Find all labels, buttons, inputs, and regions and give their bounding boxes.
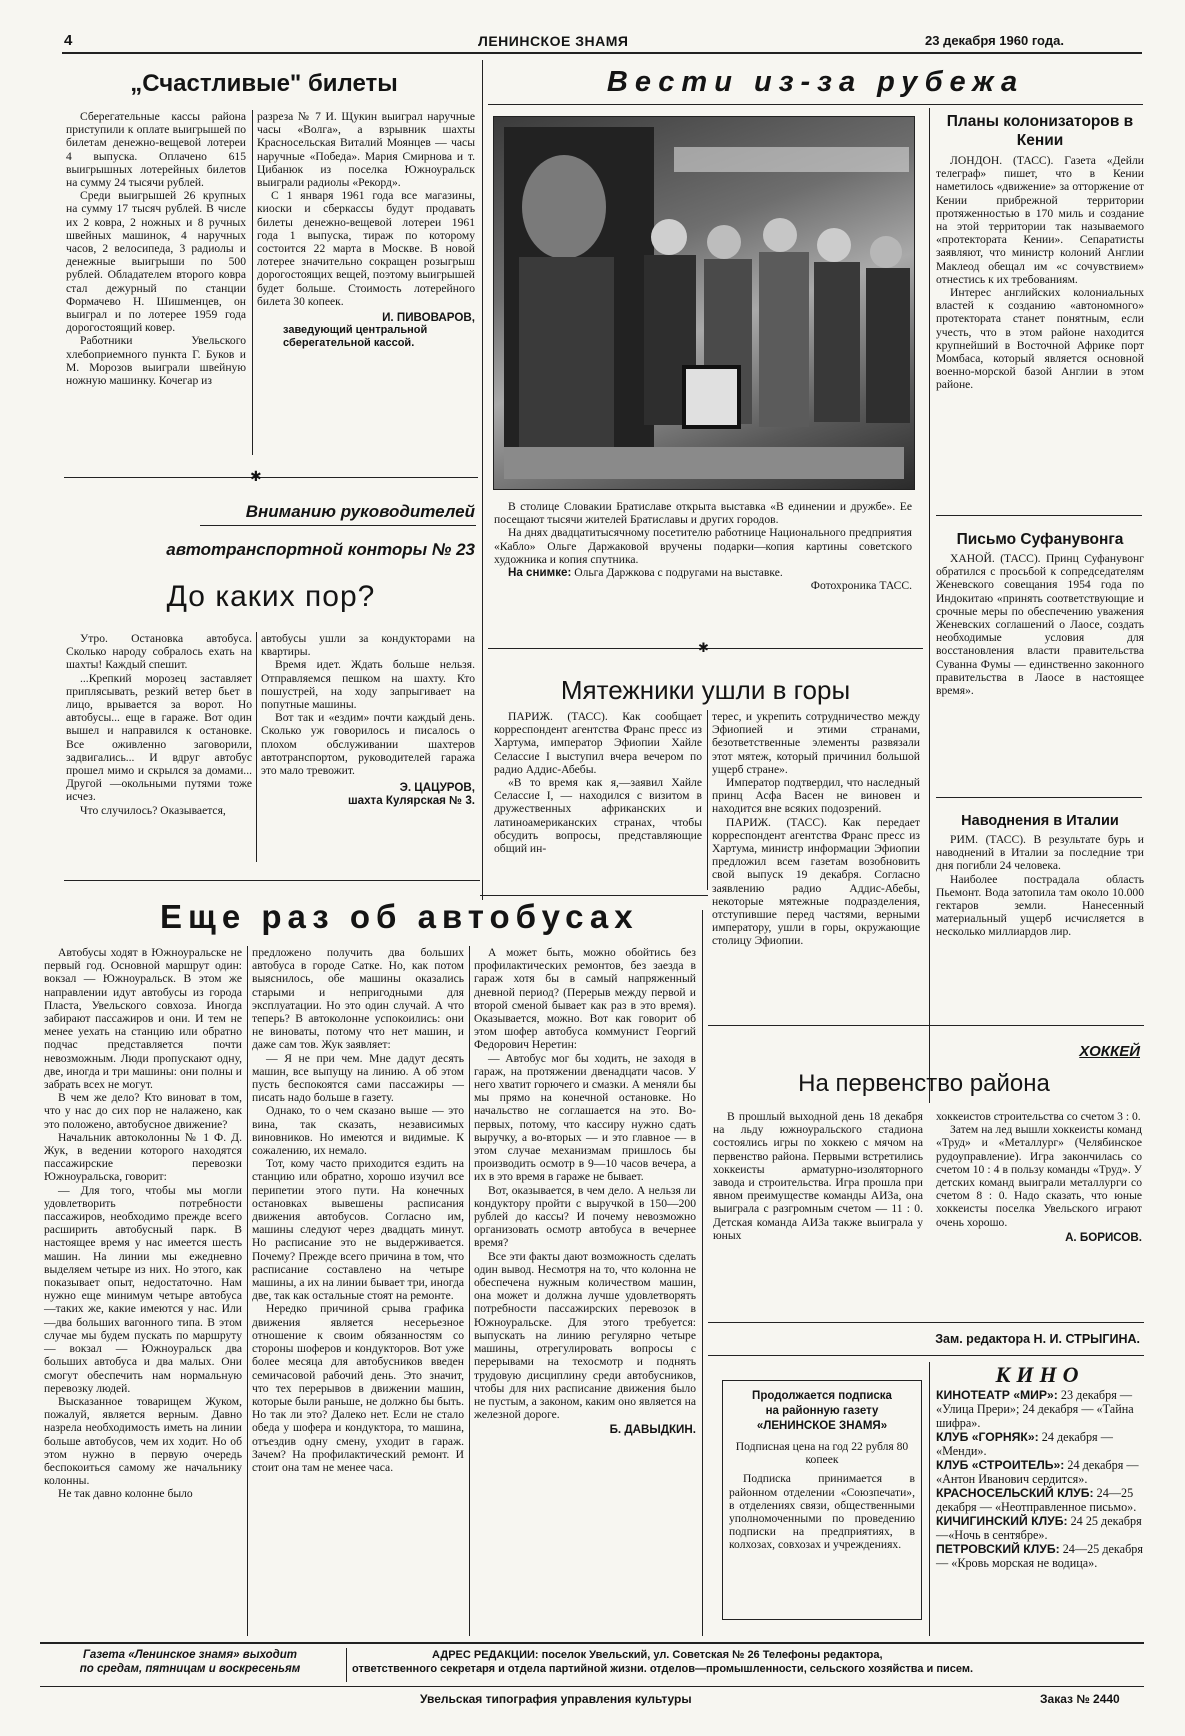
photo-caption	[494, 500, 912, 592]
paragraph: Интерес английских колониальных властей к созданию «автономного» протектората станет понятным, если учесть, что в этом районе находится крупнейший в Восточной Африке порт Момбаса, который является основной военно-морской базой Англии в этом районе.	[936, 286, 1144, 392]
hockey-col-2	[936, 1110, 1142, 1244]
subscription-line: «ЛЕНИНСКОЕ ЗНАМЯ»	[756, 1420, 888, 1432]
page-number: 4	[64, 32, 73, 49]
kino-text: 24—25 декабря — «Кровь морская не водица».	[936, 1542, 1143, 1570]
column-rule	[929, 1362, 930, 1636]
section-rule	[936, 797, 1142, 798]
bus1-col-1	[66, 632, 252, 817]
kino-text: 24 25 декабря—«Ночь в сентябре».	[936, 1514, 1142, 1542]
kino-title: КИНО	[995, 1362, 1085, 1387]
paragraph: Император подтвердил, что наследный принц Асфа Васен не виновен и находится вне всяких подозрений.	[712, 776, 920, 816]
lottery-title: „Счастливые" билеты	[130, 70, 398, 97]
paragraph: ПАРИЖ. (ТАСС). Как передает корреспондент агентства Франс пресс из Хартума, министр информации Эфиопии предложил всем газетам возобновить свой выпуск 19 декабря. Согласно заявлению радио Аддис-Абебы, некоторые мятежные подразделения, отступившие перед частями, верными императору, ушли в горы, окружающие столицу Эфиопии.	[712, 815, 920, 948]
paragraph: Среди выигрышей 26 крупных на сумму 17 тысяч рублей. В числе их 2 ковра, 2 ножных и 8 ручных швейных машинок, 4 наручных часов, 2 велосипеда, 3 радиолы и денежные выигрыши по 500 рублей. Обладателем второго ковра стал дежурный по станции Формачево Н. Шишменцев, он выиграл и по лотерее 1959 года дорогостоящий ковер.	[66, 189, 246, 335]
photo-label-text: Ольга Даржкова с подругами на выставке.	[574, 566, 783, 580]
order-number: Заказ № 2440	[1040, 1692, 1120, 1706]
kino-place: КРАСНОСЕЛЬСКИЙ КЛУБ:	[936, 1486, 1094, 1500]
issue-date: 23 декабря 1960 года.	[925, 33, 1064, 48]
italy-article	[936, 812, 1144, 939]
bus1-kicker-2: автотранспортной конторы № 23	[166, 540, 475, 559]
subscription-price: Подписная цена на год 22 рубля 80 копеек	[735, 1440, 909, 1467]
column-rule	[346, 1648, 347, 1682]
bus1-title: До каких пор?	[166, 580, 376, 613]
ethiopia-col-2	[712, 710, 920, 948]
kenya-article	[936, 112, 1144, 392]
paragraph: А может быть, можно обойтись без профилактических ремонтов, без заезда в гараж хотя бы в самый напряженный дневной период? (Перерыв между первой и второй сменой бывает как раз в это время). Оказывается, можно. Вот как говорит об этом шофер автобуса коммунист Георгий Федорович Неретин:	[474, 946, 696, 1052]
paragraph: Начальник автоколонны № 1 Ф. Д. Жук, в ведении которого находятся пассажирские перевозки Южноуральска, говорит:	[44, 1130, 242, 1184]
ornament-icon: ✱	[698, 640, 709, 655]
paragraph: Однако, то о чем сказано выше — это вина, так сказать, независимых виновников. Но имеются и видимые. К сожалению, их немало.	[252, 1104, 464, 1158]
bus1-kicker: Вниманию руководителей	[245, 502, 475, 521]
hockey-col-1	[713, 1110, 923, 1242]
paragraph: автобусы ушли за кондукторами на квартиры.	[261, 632, 475, 659]
paragraph: «В то время как я,—заявил Хайле Селассие I, — находился с визитом в дружественных африканских и латиноамериканских странах, чтобы обсудить вопросы, представляющие общий ин-	[494, 776, 702, 856]
bus2-signature: Б. ДАВЫДКИН.	[609, 1423, 696, 1437]
paragraph: хоккеистов строительства со счетом 3 : 0.	[936, 1110, 1141, 1123]
ethiopia-title: Мятежники ушли в горы	[560, 675, 851, 705]
paragraph: В чем же дело? Кто виноват в том, что у нас до сих пор не налажено, как это положено, автобусное движение?	[44, 1091, 242, 1131]
section-rule	[708, 1355, 1144, 1356]
paragraph: В прошлый выходной день 18 декабря на льду южноуральского стадиона состоялись игры по хоккею с мячом на первенство района. Первыми встретились хоккеисты арматурно-изоляторного завода и строительства. Игра прошла при явном преимуществе команды АИЗа, она выиграла с разгромным счетом — 11 : 0. Детская команда АИЗа также выиграла у юных	[713, 1110, 923, 1242]
paragraph: Что случилось? Оказывается,	[80, 803, 226, 817]
footer-rule	[40, 1686, 1144, 1687]
column-rule	[256, 632, 257, 862]
paragraph: Вот так и «ездим» почти каждый день. Сколько уж говорилось и писалось о плохом обслуживании шахтеров автотранспортом, руководителей гаража это мало тревожит.	[261, 711, 475, 778]
bus1-col-2	[261, 632, 475, 807]
paragraph: Затем на лед вышли хоккеисты команд «Труд» и «Металлург» (Челябинское рудоуправление). Игра закончилась со счетом 10 : 4 в пользу команды «Труд». У детских команд выиграли металлурги со счетом 8 : 0. Надо сказать, что юные хоккеисты поселка Увельского играют очень хорошо.	[936, 1123, 1142, 1229]
kino-text: 24—25 декабря — «Неотправленное письмо».	[936, 1486, 1137, 1514]
paragraph: Не так давно колонне было	[58, 1487, 193, 1501]
printer-line: Увельская типография управления культуры	[420, 1692, 692, 1706]
subscription-line: на районную газету	[765, 1405, 879, 1417]
kino-place: КЛУБ «ГОРНЯК»:	[936, 1430, 1039, 1444]
kino-place: ПЕТРОВСКИЙ КЛУБ:	[936, 1542, 1060, 1556]
subscription-body: Подписка принимается в районном отделении «Союзпечати», в отделениях связи, общественными уполномоченными по проведению подписки на предприятиях, в колхозах, совхозах и учреждениях.	[729, 1472, 915, 1552]
section-rule	[936, 515, 1142, 516]
paragraph: ЛОНДОН. (ТАСС). Газета «Дейли телеграф» пишет, что в Кении наметилось «движение» за отторжение от Кении прибрежной территории протяженностью в 170 миль и создание на этой территории так называемого «протектората Кении». Сепаратисты заявляют, что министр колоний Англии Маклеод обещал им «с сочувствием» отнестись к их требованиям.	[936, 154, 1144, 286]
column-rule	[252, 110, 253, 455]
abroad-banner: Вести из-за рубежа	[606, 66, 1025, 98]
footer-rule	[40, 1642, 1144, 1644]
kino-place: КИЧИГИНСКИЙ КЛУБ:	[936, 1514, 1068, 1528]
paragraph: Наиболее пострадала область Пьемонт. Вода затопила там около 10.000 гектаров земли. Нанесенный материальный ущерб исчисляется в несколько миллиардов лир.	[936, 872, 1144, 939]
column-rule	[707, 710, 708, 890]
bus2-col-3	[474, 946, 696, 1436]
paragraph: ПАРИЖ. (ТАСС). Как сообщает корреспондент агентства Франс пресс из Хартума, император Эфиопии Хайле Селассие I выступил вчера вечером по радио Аддис-Абебы.	[494, 710, 702, 776]
bus2-col-1	[44, 946, 242, 1501]
subscription-box	[722, 1380, 922, 1620]
paragraph: Высказанное товарищем Жуком, пожалуй, является верным. Давно назрела необходимость иметь на линии больше автобусов, чем их ходит. Но об этом нужно в первую очередь беспокоиться самому же начальнику колонны.	[44, 1394, 242, 1488]
hockey-signature: А. БОРИСОВ.	[1065, 1230, 1142, 1244]
paragraph: Сберегательные кассы района приступили к оплате выигрышей по билетам денежно-вещевой лотереи 4 выпуска. Оплачено 615 выигрышных лотерейных билетов на сумму 24 тысячи рублей.	[66, 110, 246, 190]
hockey-title: На первенство района	[798, 1070, 1050, 1097]
editor-line: Зам. редактора Н. И. СТРЫГИНА.	[935, 1332, 1140, 1346]
hockey-kicker: ХОККЕЙ	[1079, 1043, 1140, 1060]
column-rule	[247, 946, 248, 1636]
kenya-title: Планы колонизаторов в Кении	[946, 113, 1134, 149]
column-rule	[482, 60, 483, 900]
footer-address	[352, 1648, 1142, 1676]
footer-line: АДРЕС РЕДАКЦИИ: поселок Увельский, ул. Советская № 26 Телефоны редактора,	[432, 1649, 883, 1661]
bus1-signature: Э. ЦАЦУРОВ,	[399, 781, 475, 795]
paragraph: предложено получить два больших автобуса в городе Сатке. Но, как потом выяснилось, обе машины оказались старыми и непригодными для эксплуатации. Но это один случай. А что теперь? В автоколонне успокоились: они не виноваты, потому что нет машин, и даже сам тов. Жук заявляет:	[252, 946, 464, 1052]
lottery-signature: И. ПИВОВАРОВ,	[382, 311, 475, 325]
masthead-rule	[62, 52, 1142, 54]
paragraph: В столице Словакии Братиславе открыта выставка «В единении и дружбе». Ее посещают тысячи жителей Братиславы и других городов.	[494, 500, 912, 527]
paragraph: — Для того, чтобы мы могли удовлетворить потребности пассажиров, необходимо прежде всего расширить автобусный парк. В настоящее время у нас имеется шесть машин. На линии мы ежедневно выделяем четыре из них. Но этого, как показывает опыт, недостаточно. Нам нужно еще минимум четыре автобуса—таких же, какие имеются у нас. Или—два больших вагонного типа. В этом случае мы будем пускать по маршруту — вокзал — Южноуральск два больших автобуса и два малых. Они смогут обеспечить нам нормальную перевозку людей.	[44, 1183, 242, 1395]
kino-section	[936, 1362, 1144, 1570]
bus2-title: Еще раз об автобусах	[160, 898, 639, 935]
kino-text: 23 декабря — «Улица Прери»; 24 декабря — «Тайна шифра».	[936, 1388, 1134, 1430]
section-rule	[64, 880, 480, 881]
photo-image	[494, 117, 914, 489]
paragraph: Время идет. Ждать больше нельзя. Отправляемся пешком на шахту. Кто пошустрей, на ходу запрыгивает на попутные машины.	[261, 658, 475, 712]
kicker-underline	[200, 525, 476, 526]
paragraph: На днях двадцатитысячному посетителю работнице Национального предприятия «Кабло» Ольге Даржаковой вручены подарки—копия картины советского художника и копия спутника.	[494, 526, 912, 566]
laos-article	[936, 530, 1144, 697]
lottery-col-2	[257, 110, 475, 349]
paragraph: Нередко причиной срыва графика движения является несерьезное отношение к своим обязанностям со стороны шоферов и кондукторов. Вот уже более месяца для автобусников введен семичасовой рабочий день. Это значит, что тех перерывов в движении машин, которые были раньше, не должно бы быть. Но так ли это? Далеко нет. Если не стало обеда у шофера и кондуктора, то машина, отъездив одну смену, уходит в гараж. Зачем? На профилактический ремонт. И стоит она там не менее часа.	[252, 1302, 464, 1474]
paragraph: Автобусы ходят в Южноуральске не первый год. Основной маршрут один: вокзал — Южноуральск. В этом же направлении идут автобусы из города Пласта, Увельского совхоза. Иногда забирают пассажиров и они. И тем не менее уехать на станцию или обратно подчас представляется почти невозможным. Люди пропускают одну, две, иногда и три машины: они полны и забрать всех не могут.	[44, 946, 242, 1092]
exhibition-photo	[493, 116, 915, 490]
paragraph: Вот, оказывается, в чем дело. А нельзя ли кондуктору пройти с выручкой в 150—200 рублей до кассы? И почему невозможно организовать осмотр автобуса в вечернее время?	[474, 1183, 696, 1250]
subscription-line: Продолжается подписка	[752, 1390, 892, 1402]
banner-rule	[488, 104, 1143, 105]
kino-place: КЛУБ «СТРОИТЕЛЬ»:	[936, 1458, 1065, 1472]
kino-text: 24 декабря — «Менди».	[936, 1430, 1113, 1458]
paragraph: Работники Увельского хлебоприемного пункта Г. Буков и М. Морозов выиграли швейную ножную машинку. Кочегар из	[66, 334, 246, 388]
photo-credit: Фотохроника ТАСС.	[810, 579, 912, 593]
paragraph: разреза № 7 И. Щукин выиграл наручные часы «Волга», а взрывник шахты Красносельская Виталий Моянцев — часы наручные «Победа». Мария Смирнова и т. Цибанюк из поселка Южноуральск выиграли радиолы «Рекорд».	[257, 110, 475, 190]
paragraph: С 1 января 1961 года все магазины, киоски и сберкассы будут продавать билеты денежно-вещевой лотереи 1961 года 1 выпуска, тираж по которому состоится 22 марта в Москве. В новой лотерее значительно сокращен розыгрыш дорогостоящих вещей, поэтому выигрышей будет больше. Стоимость лотерейного билета 30 копеек.	[257, 189, 475, 308]
kino-place: КИНОТЕАТР «МИР»:	[936, 1388, 1058, 1402]
section-rule	[708, 1322, 1144, 1323]
bus2-col-2	[252, 946, 464, 1474]
ethiopia-col-1	[494, 710, 702, 855]
ornament-icon: ✱	[250, 470, 262, 485]
paragraph: — Я не при чем. Мне дадут десять машин, все выпущу на линию. А об этом пусть беспокоятся сами пассажиры — писать надо больше в газету.	[252, 1051, 464, 1105]
box-rule	[480, 895, 708, 896]
paragraph: терес, и укрепить сотрудничество между Эфиопией и этими странами, безответственные элементы развязали этот мятеж, который причинил большой ущерб стране».	[712, 710, 920, 776]
paragraph: РИМ. (ТАСС). В результате бурь и наводнений в Италии за последние три дня погибли 24 человека.	[936, 833, 1144, 873]
section-rule	[64, 477, 478, 478]
paragraph: Все эти факты дают возможность сделать один вывод. Несмотря на то, что колонна не обеспечена нужным количеством машин, она может и должна лучше удовлетворять потребности пассажирских перевозок в Южноуральске. Для этого требуется: выпускать на линию регулярно четыре машины, отрегулировать вопросы с перерывами на техосмотр и поднять трудовую дисциплину среди автобусников, чтобы для них расписание движения было не пустым, а законом, каким оно является на железной дороге.	[474, 1249, 696, 1422]
paragraph: Утро. Остановка автобуса. Сколько народу собралось ехать на шахты! Каждый спешит.	[66, 632, 252, 672]
lottery-col-1	[66, 110, 246, 387]
bus1-signature-role: шахта Кулярская № 3.	[348, 794, 475, 808]
footer-line: Газета «Ленинское знамя» выходит	[82, 1649, 298, 1661]
paragraph: ХАНОЙ. (ТАСС). Принц Суфанувонг обратился с просьбой к сопредседателям Женевского совещания 1954 года по Индокитаю «принять соответствующие и срочные меры по обеспечению уважения Женевских соглашений о Лаосе, создать необходимые условия для восстановления власти правительства Суванна Фумы — единственно законного правительства в Лаосе в настоящее время».	[936, 552, 1144, 698]
column-rule	[469, 946, 470, 1636]
paper-name: ЛЕНИНСКОЕ ЗНАМЯ	[478, 33, 629, 49]
paragraph: ...Крепкий морозец заставляет приплясывать, резкий ветер бьет в лицо, врывается за ворот. Но автобусы... еще в гараже. Вот один вышел и направился к остановке. Все оживленно заговорили, задвигались... И вдруг автобус прошел мимо и скрылся за домами... Другой —окольными путями тоже исчез.	[66, 671, 252, 804]
column-rule	[702, 910, 703, 1636]
paragraph: — Автобус мог бы ходить, не заходя в гараж, на протяжении двенадцати часов. У него хватит горючего и смазки. А меняли бы мы прямо на конечной остановке. Но начальство не соглашается на это. Во-первых, потому, что кассиру нужно сдать выручку, а во-вторых — и это главное — в этом случае механизмам пришлось бы производить осмотр в 9—10 часов вечера, а их в это время в гараже не бывает.	[474, 1051, 696, 1184]
photo-label: На снимке:	[508, 566, 572, 580]
footer-publication	[40, 1648, 340, 1676]
footer-line: по средам, пятницам и воскресеньям	[79, 1663, 301, 1675]
paragraph: Тот, кому часто приходится ездить на станцию или обратно, хорошо изучил все перипетии этого пути. На конечных остановках вывешены расписания движения автобусов. Согласно им, машины следуют через двадцать минут. Но расписание это не выдерживается. Почему? Прежде всего причина в том, что расписание составлено на четыре машины, а их на линии бывает три, иногда две, так как остальные стоят на ремонте.	[252, 1157, 464, 1303]
lottery-signature-role: заведующий центральной сберегательной кассой.	[283, 324, 428, 349]
kino-text: 24 декабря — «Антон Иванович сердится».	[936, 1458, 1139, 1486]
laos-title: Письмо Суфанувонга	[956, 531, 1124, 548]
footer-line: ответственного секретаря и отдела партийной жизни. отделов—промышленности, сельского хозяйства и писем.	[352, 1663, 974, 1675]
section-rule	[708, 1025, 1144, 1026]
italy-title: Наводнения в Италии	[961, 813, 1119, 829]
column-rule	[929, 108, 930, 1103]
